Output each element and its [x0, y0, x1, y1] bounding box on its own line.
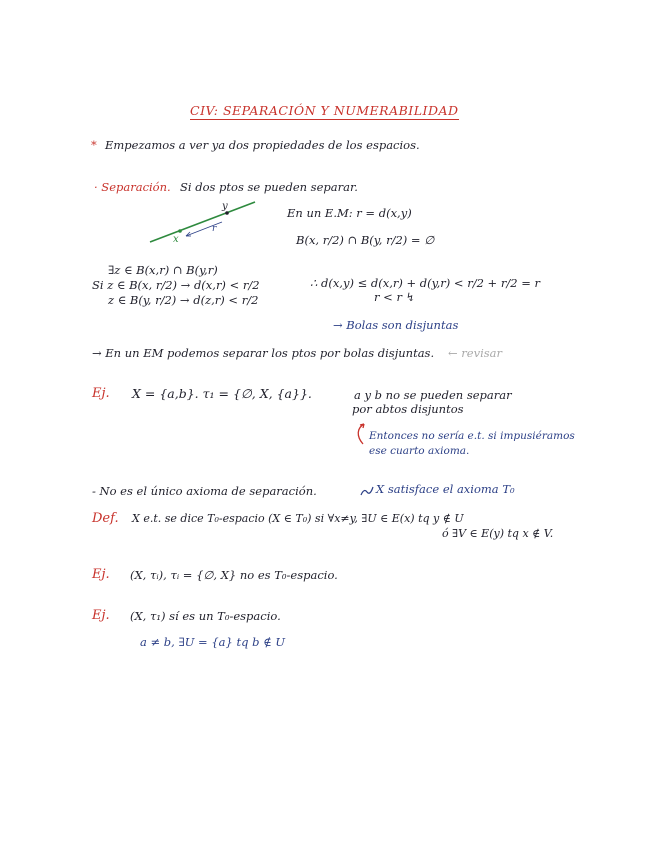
ej2-label: Ej.	[92, 567, 110, 582]
em-statement: → En un EM podemos separar los ptos por bolas disjuntas.	[92, 346, 435, 360]
arrow-note: → Bolas son disjuntas	[333, 318, 459, 332]
separacion-heading: · Separación.	[94, 180, 171, 194]
intro-bullet: *	[91, 138, 97, 152]
separation-diagram	[140, 196, 260, 248]
ej1-note-1: a y b no se pueden separar	[354, 388, 512, 402]
def-text: X e.t. se dice T₀-espacio (X ∈ T₀) si ∀x≠y, ∃U ∈ E(x) tq y ∉ U	[132, 512, 464, 525]
balls-line: B(x, r/2) ∩ B(y, r/2) = ∅	[296, 233, 435, 247]
curl-arrow-icon	[354, 422, 368, 446]
unico-text: - No es el único axioma de separación.	[92, 484, 317, 498]
unico-blue: X satisface el axioma T₀	[376, 482, 515, 496]
def-label: Def.	[92, 511, 119, 526]
point-y-label: y	[222, 201, 228, 212]
radius-label: r	[212, 224, 217, 234]
left-block-line-1: ∃z ∈ B(x,r) ∩ B(y,r)	[108, 263, 218, 277]
radius-line	[186, 222, 222, 236]
ej3-math: (X, τ₁) sí es un T₀-espacio.	[130, 609, 281, 623]
point-x-label: x	[173, 234, 179, 245]
em-statement-faint: ← revisar	[448, 346, 503, 360]
intro-text: Empezamos a ver ya dos propiedades de los espacios.	[105, 138, 420, 152]
page-title: CIV: SEPARACIÓN Y NUMERABILIDAD	[190, 103, 459, 118]
ej1-blue-1: Entonces no sería e.t. si impusiéramos	[369, 430, 575, 442]
separacion-text: Si dos ptos se pueden separar.	[180, 180, 358, 194]
left-block-line-2: Si z ∈ B(x, r/2) → d(x,r) < r/2	[92, 278, 260, 292]
ej3-blue: a ≠ b, ∃U = {a} tq b ∉ U	[140, 635, 286, 649]
ej2-math: (X, τᵢ), τᵢ = {∅, X} no es T₀-espacio.	[130, 568, 338, 582]
ej3-label: Ej.	[92, 608, 110, 623]
ej1-label: Ej.	[92, 386, 110, 401]
ej1-note-2: por abtos disjuntos	[352, 402, 464, 416]
point-x-dot	[178, 229, 182, 233]
right-block-line-1: ∴ d(x,y) ≤ d(x,r) + d(y,r) < r/2 + r/2 = r	[310, 276, 540, 290]
def-line-2: ó ∃V ∈ E(y) tq x ∉ V.	[442, 527, 554, 540]
ej1-blue-2: ese cuarto axioma.	[369, 445, 470, 457]
em-line: En un E.M: r = d(x,y)	[287, 206, 412, 220]
squiggle-arrow-icon	[360, 484, 374, 498]
left-block-line-3: z ∈ B(y, r/2) → d(z,r) < r/2	[108, 293, 259, 307]
green-line	[150, 202, 255, 242]
right-block-line-2: r < r ↯	[374, 290, 416, 304]
ej1-math: X = {a,b}. τ₁ = {∅, X, {a}}.	[132, 386, 312, 401]
